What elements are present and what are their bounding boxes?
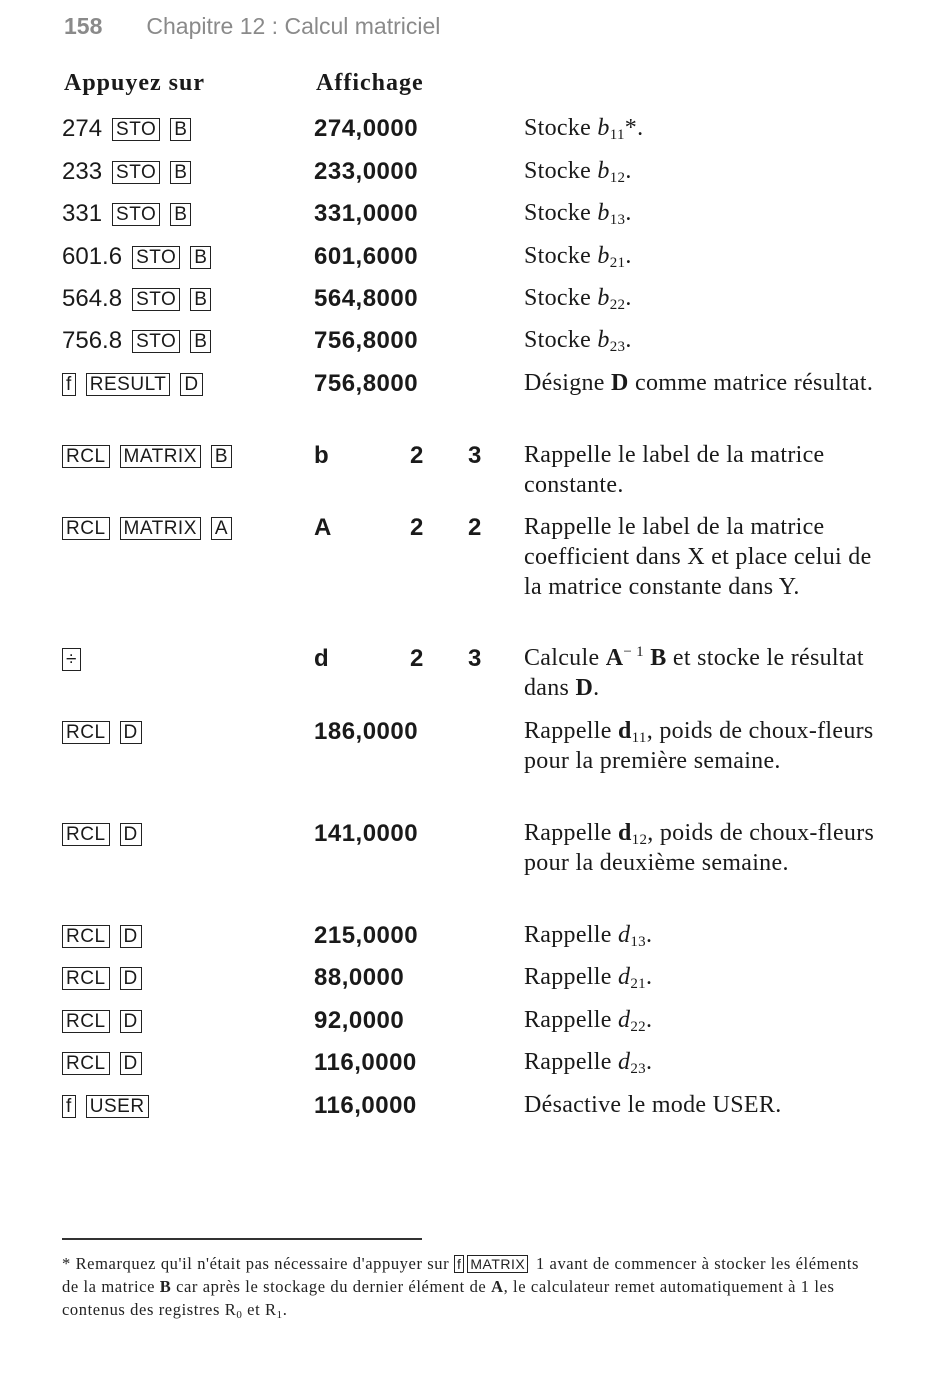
display-value: 601,6000 — [314, 243, 419, 270]
description: Stocke $b_{12}$. — [524, 158, 632, 186]
keystrokes — [62, 283, 221, 315]
description: Stocke $b_{22}$. — [524, 285, 632, 313]
description: Désactive le mode USER. — [524, 1092, 782, 1118]
matrix-columns: 3 — [468, 442, 482, 469]
calculator-key: STO — [132, 330, 180, 353]
keystrokes — [62, 198, 201, 230]
keystrokes — [62, 643, 91, 675]
calculator-key: RCL — [62, 1010, 110, 1033]
column-header-display: Affichage — [316, 70, 424, 96]
keystrokes — [62, 156, 201, 188]
keystrokes — [62, 1047, 152, 1079]
description: Rappelle le label de la matrice coefficient dans X et place celui de la matrice constante dans Y. — [524, 514, 872, 600]
keystrokes — [62, 440, 242, 472]
keystrokes — [62, 368, 213, 400]
calculator-key: f — [62, 373, 76, 396]
calculator-key: B — [190, 330, 211, 353]
display-value — [314, 440, 482, 472]
calculator-key: STO — [112, 203, 160, 226]
matrix-rows: 2 — [410, 645, 424, 672]
calculator-key: D — [120, 721, 142, 744]
calculator-key: RCL — [62, 967, 110, 990]
entered-number: 756.8 — [62, 327, 123, 354]
footnote-text-after: 1 avant de commencer à stocker les éléments de la matrice B car après le stockage du dernier élément de A, le calculateur remet automatiquement à 1 les contenus des registres $R_0$ et $R_1$. — [62, 1254, 860, 1321]
calculator-key: D — [120, 967, 142, 990]
calculator-key: f — [62, 1095, 76, 1118]
display-value: 564,8000 — [314, 285, 419, 312]
page-header — [64, 8, 440, 44]
display-value: 116,0000 — [314, 1049, 417, 1076]
calculator-key: D — [180, 373, 202, 396]
matrix-rows: 2 — [410, 442, 424, 469]
description: Rappelle le label de la matrice constante. — [524, 442, 825, 498]
description: Rappelle $d_{22}$. — [524, 1007, 653, 1035]
calculator-key: STO — [132, 288, 180, 311]
display-value: 331,0000 — [314, 200, 419, 227]
calculator-key: D — [120, 1052, 142, 1075]
calculator-key: D — [120, 1010, 142, 1033]
display-value: 215,0000 — [314, 922, 419, 949]
calculator-key: D — [120, 823, 142, 846]
description: Stocke $b_{21}$. — [524, 243, 632, 271]
calculator-key: STO — [112, 118, 160, 141]
calculator-key: RCL — [62, 445, 110, 468]
display-value: 141,0000 — [314, 820, 419, 847]
calculator-key: B — [190, 246, 211, 269]
description: Rappelle $d_{23}$. — [524, 1049, 653, 1077]
calculator-key: RCL — [62, 721, 110, 744]
entered-number: 233 — [62, 158, 103, 185]
calculator-key: MATRIX — [120, 445, 201, 468]
calculator-key: MATRIX — [120, 517, 201, 540]
keystrokes — [62, 920, 152, 952]
calculator-key: STO — [112, 161, 160, 184]
footnote-text-before: * Remarquez qu'il n'était pas nécessaire d'appuyer sur — [62, 1254, 450, 1273]
keystrokes — [62, 1005, 152, 1037]
calculator-key: B — [170, 161, 191, 184]
description: Rappelle $d_{21}$. — [524, 964, 653, 992]
keystrokes — [62, 512, 242, 544]
calculator-key: RCL — [62, 925, 110, 948]
keystrokes — [62, 818, 152, 850]
display-value: 756,8000 — [314, 327, 419, 354]
entered-number: 564.8 — [62, 285, 123, 312]
description: Stocke $b_{11}*$. — [524, 115, 644, 143]
keystrokes — [62, 716, 152, 748]
calculator-key: RCL — [62, 823, 110, 846]
matrix-columns: 3 — [468, 645, 482, 672]
display-value: 274,0000 — [314, 115, 419, 142]
description: Rappelle $d_{11}$, poids de choux-fleurs pour la première semaine. — [524, 718, 874, 774]
keystrokes — [62, 113, 201, 145]
display-value — [314, 512, 482, 544]
description: Calcule $A^{- 1}$ B et stocke le résultat dans D. — [524, 644, 864, 701]
calculator-key: B — [190, 288, 211, 311]
calculator-key: MATRIX — [467, 1255, 528, 1273]
display-value: 756,8000 — [314, 370, 419, 397]
entered-number: 601.6 — [62, 243, 123, 270]
display-value: 233,0000 — [314, 158, 419, 185]
calculator-key: USER — [86, 1095, 149, 1118]
description: Rappelle $d_{13}$. — [524, 922, 653, 950]
calculator-key: RCL — [62, 517, 110, 540]
footnote-rule — [62, 1238, 422, 1240]
calculator-key: STO — [132, 246, 180, 269]
keystrokes — [62, 962, 152, 994]
calculator-key: D — [120, 925, 142, 948]
footnote — [62, 1252, 872, 1321]
calculator-key: RCL — [62, 1052, 110, 1075]
display-value — [314, 643, 482, 675]
calculator-key: ÷ — [62, 648, 81, 671]
keystrokes — [62, 1090, 159, 1122]
calculator-key: RESULT — [86, 373, 171, 396]
display-value: 92,0000 — [314, 1007, 405, 1034]
keystrokes — [62, 325, 221, 357]
entered-number: 331 — [62, 200, 103, 227]
description: Stocke $b_{13}$. — [524, 200, 632, 228]
display-value: 88,0000 — [314, 964, 405, 991]
calculator-key: B — [211, 445, 232, 468]
footnote-keys — [454, 1254, 531, 1273]
matrix-rows: 2 — [410, 514, 424, 541]
description: Désigne D comme matrice résultat. — [524, 370, 874, 396]
calculator-key: A — [211, 517, 232, 540]
calculator-key: B — [170, 118, 191, 141]
matrix-columns: 2 — [468, 514, 482, 541]
chapter-title: Chapitre 12 : Calcul matriciel — [146, 12, 441, 39]
description: Rappelle $d_{12}$, poids de choux-fleurs pour la deuxième semaine. — [524, 820, 875, 876]
matrix-label: b — [314, 442, 330, 469]
display-value: 186,0000 — [314, 718, 419, 745]
column-header-keys: Appuyez sur — [64, 70, 206, 96]
description: Stocke $b_{23}$. — [524, 327, 632, 355]
matrix-label: A — [314, 514, 332, 541]
calculator-key: B — [170, 203, 191, 226]
display-value: 116,0000 — [314, 1092, 417, 1119]
matrix-label: d — [314, 645, 330, 672]
page-number: 158 — [64, 12, 103, 39]
keystrokes — [62, 241, 221, 273]
entered-number: 274 — [62, 115, 103, 142]
calculator-key: f — [454, 1255, 464, 1273]
